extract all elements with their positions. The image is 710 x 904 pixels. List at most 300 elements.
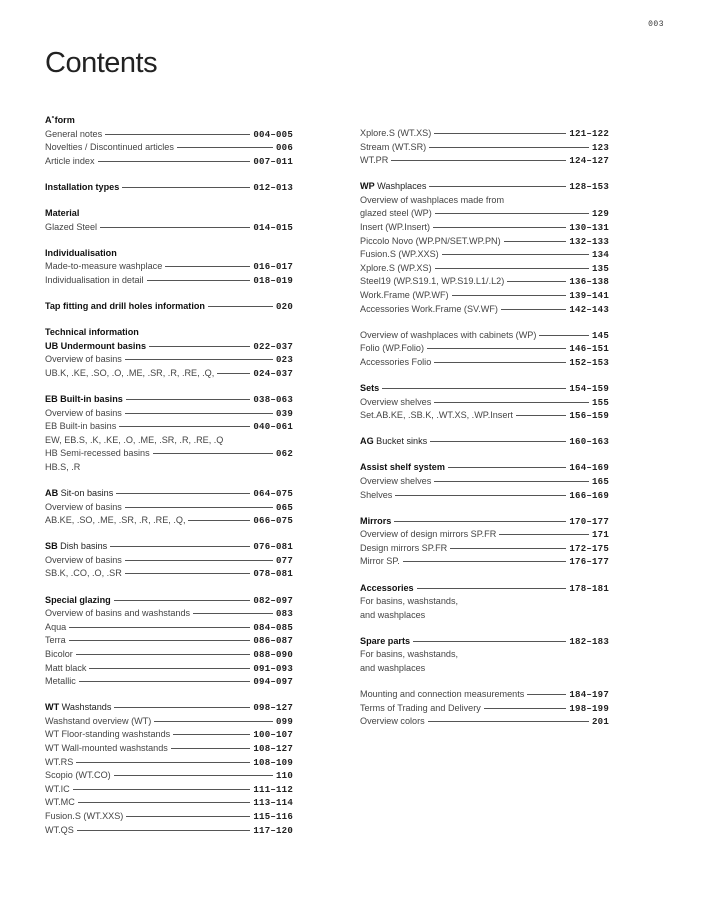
leader-line [171, 748, 251, 749]
toc-entry[interactable] [45, 141, 293, 155]
toc-entry-label: Overview of basins [45, 354, 122, 365]
toc-entry-label: Individualisation in detail [45, 274, 144, 285]
page-range: 130–131 [569, 222, 609, 234]
toc-entry[interactable] [45, 634, 293, 648]
leader-line [394, 521, 566, 522]
page-range: 146–151 [569, 343, 609, 355]
toc-section [360, 515, 609, 569]
toc-entry-label: Made-to-measure washplace [45, 261, 163, 272]
toc-entry[interactable] [360, 461, 609, 475]
toc-section-heading: A˚form [45, 115, 75, 125]
toc-entry-label: Terra [45, 635, 66, 646]
page-range: 076–081 [253, 541, 293, 553]
toc-entry-label: Overview shelves [360, 396, 432, 407]
toc-entry[interactable] [360, 702, 609, 716]
toc-section [360, 329, 609, 370]
toc-entry-label: Matt black [45, 662, 87, 673]
leader-line [69, 627, 250, 628]
toc-entry-label: Mirror SP. [360, 556, 400, 567]
page-range: 134 [592, 249, 609, 261]
leader-line [382, 388, 566, 389]
toc-entry-label: WT Floor-standing washstands [45, 729, 171, 740]
toc-entry[interactable] [360, 688, 609, 702]
section-code: AB [45, 487, 59, 498]
toc-entry-label: For basins, washstands, [360, 596, 459, 607]
toc-entry[interactable] [360, 396, 609, 410]
toc-entry-label: EB Built-in basins [45, 421, 117, 432]
page-range: 094–097 [253, 676, 293, 688]
toc-entry[interactable] [360, 289, 609, 303]
section-name: Bucket sinks [373, 436, 428, 447]
toc-entry[interactable] [45, 501, 293, 515]
leader-line [125, 413, 273, 414]
leader-line [434, 402, 589, 403]
page-range: 136–138 [569, 276, 609, 288]
page-range: 129 [592, 208, 609, 220]
leader-line [114, 707, 250, 708]
toc-entry[interactable] [360, 582, 609, 596]
toc-entry[interactable] [360, 141, 609, 155]
page-range: 172–175 [569, 542, 609, 554]
page-range: 198–199 [569, 702, 609, 714]
toc-entry[interactable] [360, 715, 609, 729]
toc-entry[interactable] [360, 435, 609, 449]
leader-line [434, 362, 566, 363]
leader-line [428, 721, 589, 722]
toc-entry[interactable] [360, 207, 609, 221]
toc-entry-label: glazed steel (WP) [360, 208, 432, 219]
section-code: SB [45, 541, 58, 552]
toc-section-heading [360, 435, 427, 449]
page-range: 004–005 [253, 128, 293, 140]
page-range: 098–127 [253, 702, 293, 714]
toc-section [45, 540, 293, 581]
toc-entry-label: HB Semi-recessed basins [45, 448, 150, 459]
toc-entry[interactable] [45, 247, 293, 261]
toc-section [45, 207, 293, 234]
toc-entry[interactable] [45, 701, 293, 715]
leader-line [499, 534, 589, 535]
page-range: 152–153 [569, 356, 609, 368]
leader-line [208, 306, 273, 307]
toc-entry-label: WT.IC [45, 783, 70, 794]
toc-section-heading: Special glazing [45, 594, 111, 605]
section-name: Washstands [59, 702, 112, 713]
leader-line [126, 399, 251, 400]
toc-entry[interactable] [360, 342, 609, 356]
toc-section [360, 461, 609, 502]
page-range: 113–114 [253, 797, 293, 809]
leader-line [539, 335, 589, 336]
toc-entry[interactable] [360, 248, 609, 262]
toc-entry[interactable] [45, 326, 293, 340]
toc-entry[interactable] [45, 621, 293, 635]
leader-line [122, 187, 250, 188]
leader-line [504, 241, 567, 242]
page-range: 128–153 [569, 181, 609, 193]
toc-entry[interactable] [45, 728, 293, 742]
page-range: 099 [276, 715, 293, 727]
toc-section [360, 382, 609, 423]
toc-entry[interactable] [360, 475, 609, 489]
page-range: 078–081 [253, 568, 293, 580]
toc-entry-label: Folio (WP.Folio) [360, 343, 425, 354]
toc-entry-label: Overview of basins [45, 501, 122, 512]
leader-line [73, 789, 251, 790]
toc-entry[interactable] [45, 769, 293, 783]
toc-entry-label: Metallic [45, 676, 76, 687]
leader-line [417, 588, 567, 589]
toc-section-heading: Installation types [45, 181, 120, 192]
toc-entry[interactable] [45, 461, 293, 475]
leader-line [429, 147, 589, 148]
page-range: 117–120 [253, 824, 293, 836]
section-name: Dish basins [57, 541, 108, 552]
page-range: 084–085 [253, 621, 293, 633]
leader-line [434, 481, 589, 482]
toc-section [45, 247, 293, 288]
toc-entry[interactable] [360, 194, 609, 208]
toc-entry-label: Design mirrors SP.FR [360, 542, 448, 553]
leader-line [78, 802, 251, 803]
toc-entry-label: Steel19 (WP.S19.1, WP.S19.L1/.L2) [360, 276, 505, 287]
toc-entry[interactable] [45, 128, 293, 142]
page-range: 039 [276, 407, 293, 419]
toc-entry-label: Accessories Work.Frame (SV.WF) [360, 303, 498, 314]
toc-entry[interactable] [45, 447, 293, 461]
toc-entry[interactable] [360, 648, 609, 662]
toc-entry-label: SB.K, .CO, .O, .SR [45, 568, 122, 579]
toc-entry-label: Overview of design mirrors SP.FR [360, 529, 497, 540]
leader-line [110, 546, 250, 547]
toc-section [360, 688, 609, 729]
leader-line [77, 830, 251, 831]
leader-line [484, 708, 567, 709]
toc-entry-label: Mounting and connection measurements [360, 689, 525, 700]
page-range: 124–127 [569, 155, 609, 167]
toc-entry-label: Work.Frame (WP.WF) [360, 290, 449, 301]
leader-line [119, 426, 250, 427]
toc-entry[interactable] [45, 221, 293, 235]
page-range: 132–133 [569, 235, 609, 247]
toc-entry[interactable] [45, 260, 293, 274]
toc-section-heading [45, 487, 113, 501]
toc-section-heading: UB Undermount basins [45, 340, 147, 351]
page-range: 014–015 [253, 221, 293, 233]
toc-entry[interactable] [360, 275, 609, 289]
leader-line [116, 493, 250, 494]
toc-section-heading: Individualisation [45, 247, 117, 258]
leader-line [114, 600, 251, 601]
page-range: 184–197 [569, 689, 609, 701]
toc-entry-label: WT.QS [45, 824, 74, 835]
page-range: 024–037 [253, 367, 293, 379]
toc-right-column [360, 127, 609, 741]
toc-entry[interactable] [45, 648, 293, 662]
toc-section-heading: Material [45, 207, 80, 218]
page-range: 040–061 [253, 421, 293, 433]
section-code: WT [45, 702, 60, 713]
toc-entry-label: WT.MC [45, 797, 75, 808]
toc-entry[interactable] [45, 407, 293, 421]
page-range: 160–163 [569, 436, 609, 448]
section-code: AG [360, 436, 374, 447]
toc-entry-label: Article index [45, 155, 95, 166]
toc-entry[interactable] [45, 756, 293, 770]
toc-entry[interactable] [360, 262, 609, 276]
toc-section-heading: Tap fitting and drill holes information [45, 300, 205, 311]
toc-entry[interactable] [45, 114, 293, 128]
toc-section-heading: Spare parts [360, 635, 411, 646]
page-range: 108–127 [253, 742, 293, 754]
toc-entry[interactable] [360, 635, 609, 649]
toc-entry[interactable] [45, 353, 293, 367]
toc-section-heading: Mirrors [360, 515, 392, 526]
toc-entry[interactable] [360, 409, 609, 423]
page-range: 022–037 [253, 340, 293, 352]
toc-section [360, 127, 609, 168]
leader-line [403, 561, 567, 562]
toc-entry[interactable] [360, 154, 609, 168]
page-range: 088–090 [253, 648, 293, 660]
leader-line [413, 641, 566, 642]
toc-entry[interactable] [360, 180, 609, 194]
leader-line [429, 186, 566, 187]
leader-line [450, 548, 566, 549]
toc-entry[interactable] [45, 340, 293, 354]
page-range: 142–143 [569, 303, 609, 315]
toc-section-heading: Sets [360, 383, 380, 393]
toc-entry[interactable] [45, 796, 293, 810]
page-range: 086–087 [253, 635, 293, 647]
toc-entry[interactable] [360, 662, 609, 676]
toc-entry[interactable] [360, 609, 609, 623]
toc-entry[interactable] [360, 235, 609, 249]
leader-line [427, 348, 566, 349]
leader-line [154, 721, 273, 722]
page-range: 082–097 [253, 594, 293, 606]
toc-entry-label: Xplore.S (WT.XS) [360, 128, 432, 138]
toc-entry[interactable] [45, 300, 293, 314]
toc-entry[interactable] [360, 303, 609, 317]
page-range: 062 [276, 448, 293, 460]
page-range: 139–141 [569, 290, 609, 302]
toc-entry[interactable] [360, 542, 609, 556]
page-range: 111–112 [253, 783, 293, 795]
leader-line [76, 762, 250, 763]
leader-line [149, 346, 250, 347]
page-range: 065 [276, 501, 293, 513]
toc-entry-label: Aqua [45, 621, 67, 632]
toc-entry[interactable] [360, 356, 609, 370]
leader-line [153, 453, 273, 454]
leader-line [435, 213, 589, 214]
toc-entry[interactable] [45, 554, 293, 568]
toc-entry[interactable] [45, 783, 293, 797]
leader-line [434, 133, 566, 134]
toc-entry[interactable] [45, 367, 293, 381]
leader-line [147, 280, 251, 281]
page-range: 077 [276, 554, 293, 566]
toc-section-heading: Assist shelf system [360, 462, 445, 473]
toc-entry[interactable] [360, 329, 609, 343]
toc-entry-label: UB.K, .KE, .SO, .O, .ME, .SR, .R, .RE, .Q, [45, 367, 215, 378]
page-range: 110 [276, 770, 293, 782]
toc-section [360, 435, 609, 449]
toc-entry-label: Overview of basins [45, 407, 122, 418]
page-range: 154–159 [569, 383, 609, 394]
page-range: 083 [276, 608, 293, 620]
toc-entry-label: Fusion.S (WT.XXS) [45, 810, 124, 821]
leader-line [173, 734, 250, 735]
page-range: 145 [592, 329, 609, 341]
leader-line [430, 441, 566, 442]
page-range: 156–159 [569, 410, 609, 422]
page-range: 018–019 [253, 274, 293, 286]
section-name: Washplaces [374, 181, 427, 192]
toc-entry-label: WT.PR [360, 155, 389, 166]
toc-entry[interactable] [360, 382, 609, 396]
leader-line [100, 227, 250, 228]
toc-section-heading: EB Built-in basins [45, 393, 123, 404]
toc-entry[interactable] [45, 487, 293, 501]
leader-line [165, 266, 250, 267]
toc-entry[interactable] [360, 528, 609, 542]
page-range: 171 [592, 529, 609, 541]
leader-line [433, 227, 566, 228]
toc-entry[interactable] [360, 221, 609, 235]
page-range: 066–075 [253, 515, 293, 527]
toc-entry[interactable] [45, 594, 293, 608]
page-number: 003 [648, 20, 664, 29]
leader-line [125, 359, 273, 360]
page-range: 166–169 [569, 489, 609, 501]
toc-entry[interactable] [45, 540, 293, 554]
leader-line [98, 161, 251, 162]
page-range: 164–169 [569, 462, 609, 474]
page-range: 182–183 [569, 635, 609, 647]
page-range: 007–011 [253, 155, 293, 167]
leader-line [395, 495, 566, 496]
toc-entry[interactable] [45, 393, 293, 407]
toc-entry-label: Xplore.S (WP.XS) [360, 262, 432, 273]
toc-entry[interactable] [45, 742, 293, 756]
toc-entry-label: Set.AB.KE, .SB.K, .WT.XS, .WP.Insert [360, 410, 513, 421]
leader-line [89, 668, 250, 669]
toc-section-heading: Accessories [360, 582, 414, 593]
leader-line [193, 613, 273, 614]
toc-entry[interactable] [45, 434, 293, 448]
toc-entry[interactable] [360, 127, 609, 141]
toc-section [360, 180, 609, 316]
toc-entry-label: Overview of basins and washstands [45, 608, 191, 619]
toc-entry-label: Insert (WP.Insert) [360, 222, 431, 233]
leader-line [177, 147, 273, 148]
toc-entry-label: and washplaces [360, 663, 426, 673]
leader-line [188, 520, 250, 521]
leader-line [125, 573, 251, 574]
toc-entry-label: Bicolor [45, 648, 73, 659]
leader-line [391, 160, 566, 161]
toc-entry[interactable] [360, 515, 609, 529]
toc-section [45, 487, 293, 528]
toc-entry[interactable] [45, 824, 293, 838]
page-range: 108–109 [253, 756, 293, 768]
toc-entry[interactable] [45, 567, 293, 581]
toc-entry[interactable] [45, 607, 293, 621]
toc-entry-label: EW, EB.S, .K, .KE, .O, .ME, .SR, .R, .RE, .Q [45, 434, 224, 445]
page-range: 006 [276, 142, 293, 154]
toc-section [360, 582, 609, 623]
page-range: 012–013 [253, 181, 293, 193]
toc-entry-label: Fusion.S (WP.XXS) [360, 249, 439, 260]
toc-section [45, 114, 293, 168]
toc-entry-label: Overview shelves [360, 475, 432, 486]
toc-entry[interactable] [360, 489, 609, 503]
section-name: Sit-on basins [58, 487, 114, 498]
toc-section-heading [45, 540, 107, 554]
leader-line [507, 281, 566, 282]
leader-line [114, 775, 273, 776]
page-range: 121–122 [569, 128, 609, 139]
toc-entry[interactable] [45, 514, 293, 528]
toc-section [360, 635, 609, 676]
toc-entry-label: Overview colors [360, 716, 425, 727]
toc-entry[interactable] [45, 810, 293, 824]
page-range: 038–063 [253, 393, 293, 405]
toc-entry-label: AB.KE, .SO, .ME, .SR, .R, .RE, .Q, [45, 515, 186, 526]
toc-entry[interactable] [45, 420, 293, 434]
page-range: 165 [592, 475, 609, 487]
page-range: 201 [592, 716, 609, 728]
leader-line [501, 309, 566, 310]
toc-section [45, 181, 293, 195]
toc-entry[interactable] [45, 675, 293, 689]
leader-line [105, 134, 250, 135]
page-range: 091–093 [253, 662, 293, 674]
toc-entry-label: Shelves [360, 489, 393, 500]
toc-entry-label: Novelties / Discontinued articles [45, 142, 174, 153]
toc-entry[interactable] [45, 662, 293, 676]
toc-entry[interactable] [45, 207, 293, 221]
toc-entry[interactable] [360, 555, 609, 569]
toc-entry-label: For basins, washstands, [360, 649, 459, 660]
page-title: Contents [45, 47, 158, 79]
leader-line [442, 254, 589, 255]
toc-entry-label: Overview of washplaces made from [360, 194, 505, 205]
page-range: 135 [592, 262, 609, 274]
leader-line [435, 268, 589, 269]
toc-entry[interactable] [45, 715, 293, 729]
leader-line [448, 467, 566, 468]
toc-entry-label: HB.S, .R [45, 461, 81, 472]
page-range: 155 [592, 396, 609, 408]
toc-entry[interactable] [45, 181, 293, 195]
page-range: 170–177 [569, 515, 609, 527]
toc-entry[interactable] [45, 155, 293, 169]
page-range: 115–116 [253, 810, 293, 822]
toc-entry-label: Stream (WT.SR) [360, 141, 427, 152]
leader-line [76, 654, 251, 655]
toc-entry-label: Overview of basins [45, 554, 122, 565]
toc-entry[interactable] [360, 595, 609, 609]
toc-entry-label: WT Wall-mounted washstands [45, 742, 168, 753]
toc-section [45, 594, 293, 689]
toc-entry-label: Terms of Trading and Delivery [360, 702, 481, 713]
toc-entry[interactable] [45, 274, 293, 288]
toc-section [45, 326, 293, 380]
toc-entry-label: and washplaces [360, 609, 426, 620]
